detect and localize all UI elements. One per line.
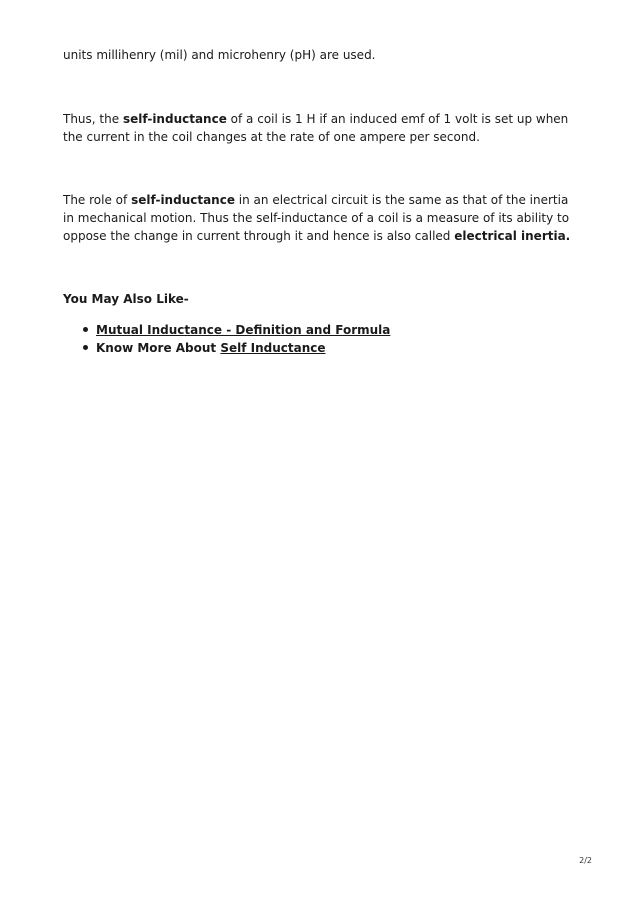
list-item (63, 321, 390, 339)
self-inductance-term: self-inductance (131, 193, 235, 207)
paragraph-inertia-text-before: The role of (63, 193, 132, 207)
self-inductance-link[interactable]: Self Inductance (220, 341, 326, 355)
know-more-prefix: Know More About (96, 341, 221, 355)
electrical-inertia-term: electrical inertia. (454, 229, 571, 243)
also-like-list (63, 321, 390, 357)
paragraph-definition (63, 110, 583, 146)
bullet-icon (83, 345, 88, 350)
also-like-heading: You May Also Like- (63, 292, 189, 306)
paragraph-units-text: units millihenry (mil) and microhenry (pH) are used. (63, 48, 376, 62)
paragraph-inertia-text-middle: in an electrical circuit is the same as that of the inertia in mechanical motion. Thus the self-inductance of a coil is a measure of its ability to oppose the change in current through it and hence is also called (63, 193, 570, 243)
bullet-icon (83, 327, 88, 332)
page-number: 2/2 (579, 856, 592, 865)
mutual-inductance-link[interactable]: Mutual Inductance - Definition and Formula (96, 323, 391, 337)
paragraph-definition-text-after: of a coil is 1 H if an induced emf of 1 volt is set up when the current in the coil changes at the rate of one ampere per second. (63, 112, 569, 144)
list-item (63, 339, 390, 357)
paragraph-units (63, 46, 583, 64)
paragraph-electrical-inertia (63, 191, 583, 245)
paragraph-definition-text-before: Thus, the (63, 112, 123, 126)
self-inductance-term: self-inductance (122, 112, 227, 126)
